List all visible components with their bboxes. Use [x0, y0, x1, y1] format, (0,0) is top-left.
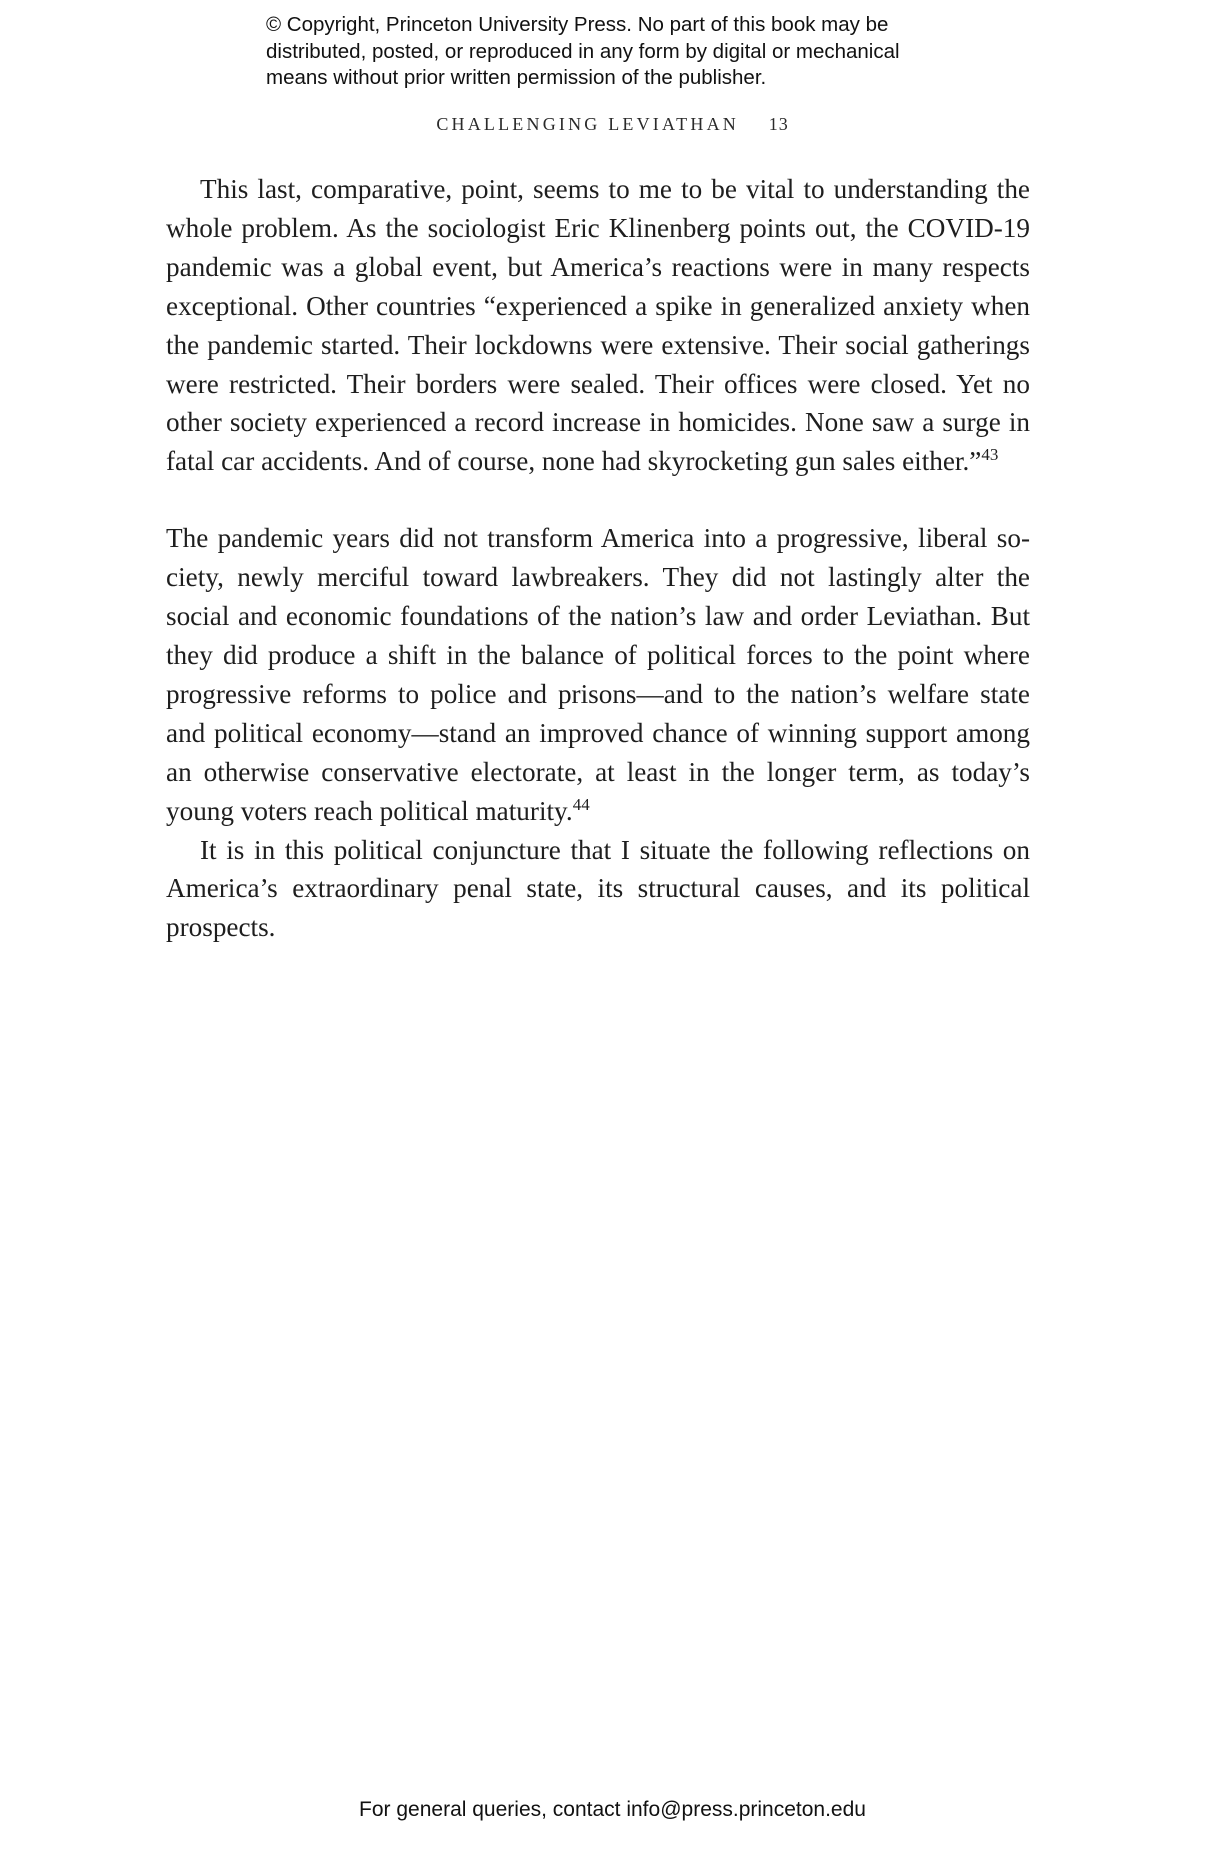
paragraph-2-text: The pandemic years did not transform America into a progressive, liberal society, newly merciful toward lawbreakers. They did not lastingly alter the social and economic foundations of the nation’s law and order Leviathan. But they did produce a shift in the balance of political forces to the point where progressive reforms to police and prisons—and to the nation’s welfare state and political economy—stand an improved chance of winning support among an otherwise conservative electorate, at least in the longer term, as today’s young voters reach political maturity.: [166, 523, 1030, 826]
copyright-line-2: distributed, posted, or reproduced in any form by digital or mechanical: [266, 39, 900, 63]
page-number: 13: [768, 114, 789, 134]
footnote-ref-43[interactable]: 43: [981, 445, 999, 465]
footer-contact: For general queries, contact info@press.princeton.edu: [359, 1798, 866, 1821]
running-head-title: CHALLENGING LEVIATHAN: [436, 114, 739, 134]
paragraph-1: [166, 170, 1030, 481]
copyright-notice: [266, 12, 986, 92]
body-text: [166, 170, 1030, 947]
paragraph-3-text: It is in this political conjuncture that I situate the following reflections on America’s extraordinary penal state, its structural causes, and its political prospects.: [166, 834, 1030, 943]
paragraph-3: [166, 831, 1030, 948]
copyright-line-1: © Copyright, Princeton University Press. No part of this book may be: [266, 13, 889, 36]
paragraph-1-text: This last, comparative, point, seems to me to be vital to understanding the whole problem. As the sociologist Eric Klinenberg points out, the COVID-19 pandemic was a global event, but America’s reactions were in many respects exceptional. Other countries “experienced a spike in generalized anxiety when the pandemic started. Their lockdowns were extensive. Their social gatherings were restricted. Their borders were sealed. Their offices were closed. Yet no other society experienced a record increase in homicides. None saw a surge in fatal car accidents. And of course, none had skyrocketing gun sales either.”: [166, 174, 1030, 477]
footnote-ref-44[interactable]: 44: [572, 794, 590, 814]
paragraph-2: [166, 519, 1030, 830]
copyright-line-3: means without prior written permission of the publisher.: [266, 66, 767, 89]
running-head: [0, 114, 1225, 135]
